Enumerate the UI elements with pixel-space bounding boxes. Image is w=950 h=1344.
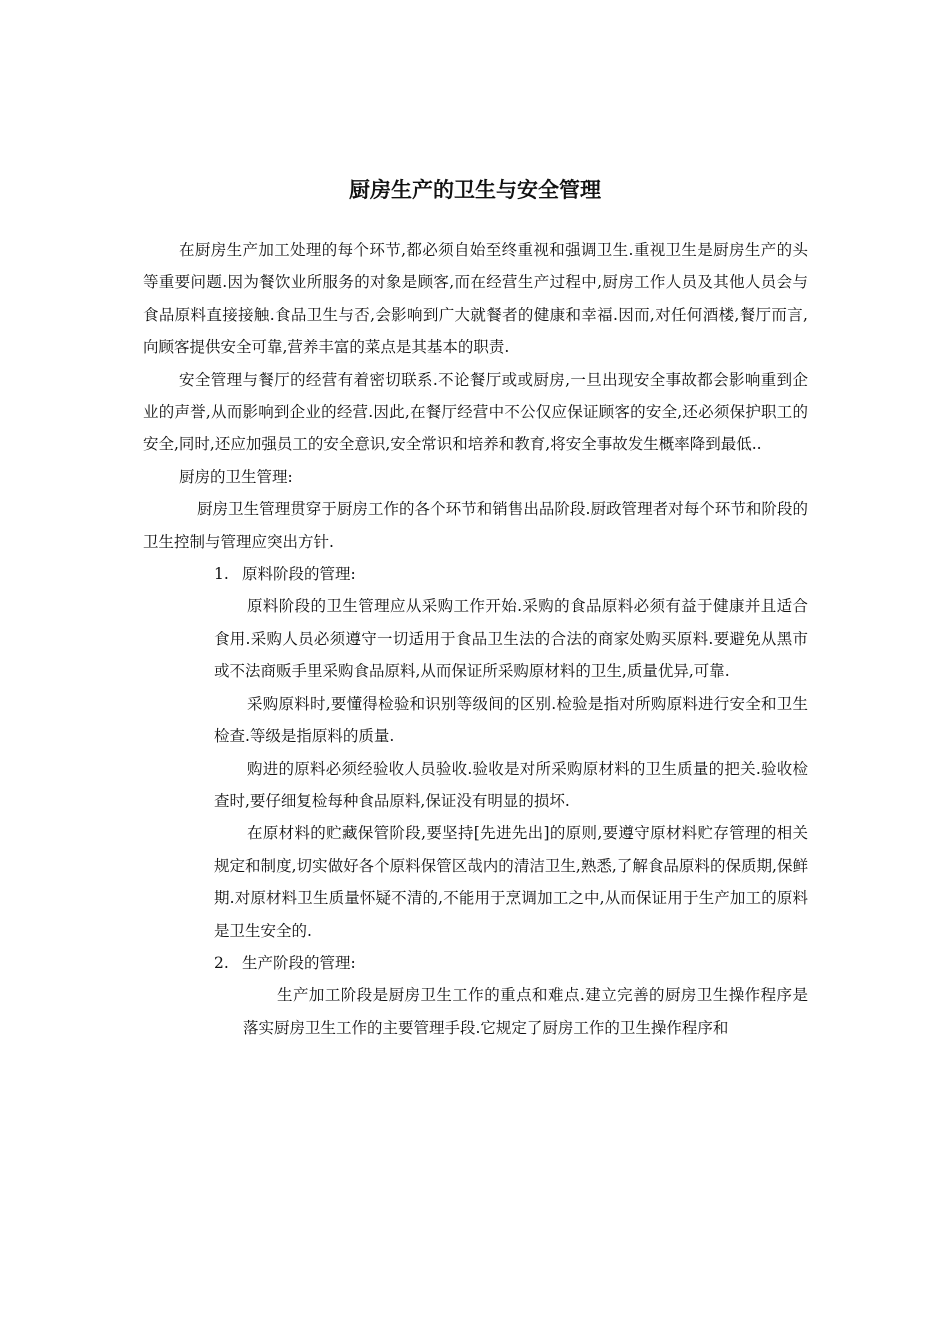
paragraph-raw-storage: 在原材料的贮藏保管阶段,要坚持[先进先出]的原则,要遵守原材料贮存管理的相关规定和制度,切实做好各个原料保管区哉内的清洁卫生,熟悉,了解食品原料的保质期,保鲜期.对原材料卫生质量怀疑不清的,不能用于烹调加工之中,从而保证用于生产加工的原料是卫生安全的. [214,824,808,940]
paragraph-raw-acceptance: 购进的原料必须经验收人员验收.验收是对所采购原材料的卫生质量的把关.验收检查时,要仔细复检每种食品原料,保证没有明显的损坏. [214,759,808,810]
list-item-raw-material [214,558,808,590]
list-item-production [214,947,808,979]
list-number: 1. [214,565,229,584]
paragraph-intro-hygiene: 在厨房生产加工处理的每个环节,都必须自始至终重视和强调卫生.重视卫生是厨房生产的头等重要问题.因为餐饮业所服务的对象是顾客,而在经营生产过程中,厨房工作人员及其他人员会与食品原料直接接触.食品卫生与否,会影响到广大就餐者的健康和幸福.因而,对任何酒楼,餐厅而言,向顾客提供安全可靠,营养丰富的菜点是其基本的职责. [143,241,808,357]
paragraph-raw-purchase: 原料阶段的卫生管理应从采购工作开始.采购的食品原料必须有益于健康并且适合食用.采购人员必须遵守一切适用于食品卫生法的合法的商家处购买原料.要避免从黑市或不法商贩手里采购食品原料,从而保证所采购原材料的卫生,质量优异,可靠. [214,597,808,681]
paragraph-kitchen-hygiene: 厨房卫生管理贯穿于厨房工作的各个环节和销售出品阶段.厨政管理者对每个环节和阶段的卫生控制与管理应突出方针. [143,500,808,551]
section-heading-kitchen-hygiene: 厨房的卫生管理: [179,467,293,486]
paragraph-intro-safety: 安全管理与餐厅的经营有着密切联系.不论餐厅或或厨房,一旦出现安全事故都会影响重到企业的声誉,从而影响到企业的经营.因此,在餐厅经营中不公仅应保证顾客的安全,还必须保护职工的安全,同时,还应加强员工的安全意识,安全常识和培养和教育,将安全事故发生概率降到最低.. [143,370,808,454]
paragraph-production: 生产加工阶段是厨房卫生工作的重点和难点.建立完善的厨房卫生操作程序是落实厨房卫生工作的主要管理手段.它规定了厨房工作的卫生操作程序和 [243,986,808,1037]
list-label: 原料阶段的管理: [242,565,356,584]
document-title: 厨房生产的卫生与安全管理 [349,178,601,202]
list-label: 生产阶段的管理: [242,953,356,972]
document-body [143,234,808,1044]
list-number: 2. [214,953,229,972]
paragraph-raw-inspection: 采购原料时,要懂得检验和识别等级间的区别.检验是指对所购原料进行安全和卫生检查.等级是指原料的质量. [214,694,808,746]
